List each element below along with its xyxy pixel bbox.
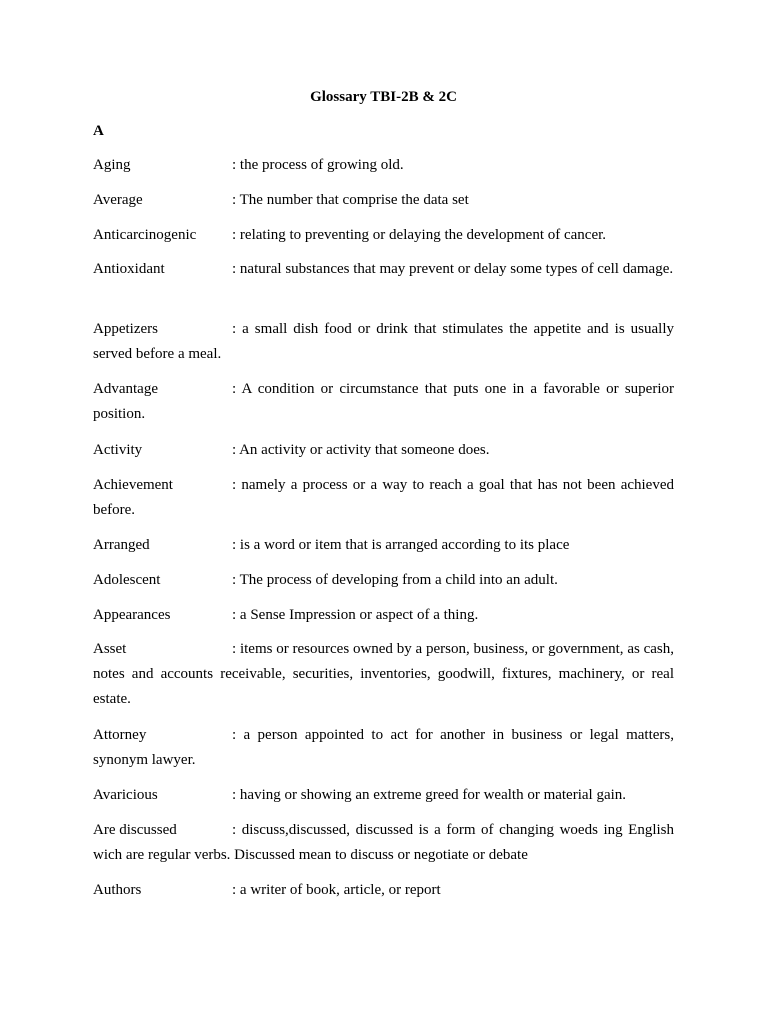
glossary-entry-asset bbox=[93, 637, 674, 712]
glossary-entry-antioxidant bbox=[93, 257, 674, 282]
entry-term: Asset bbox=[93, 641, 127, 657]
entry-term: Antioxidant bbox=[93, 261, 165, 277]
entry-term: Adolescent bbox=[93, 572, 161, 588]
entry-definition: : a small dish food or drink that stimulates the appetite and is usually served before a meal. bbox=[93, 321, 674, 362]
section-heading: A bbox=[93, 123, 104, 139]
entry-term: Are discussed bbox=[93, 822, 177, 838]
entry-term: Avaricious bbox=[93, 787, 158, 803]
entry-definition: : a person appointed to act for another in business or legal matters, synonym lawyer. bbox=[93, 727, 674, 768]
glossary-entry-achievement bbox=[93, 473, 674, 523]
entry-definition: : A condition or circumstance that puts one in a favorable or superior position. bbox=[93, 381, 674, 422]
entry-definition: : items or resources owned by a person, business, or government, as cash, notes and accounts receivable, securities, inventories, goodwill, fixtures, machinery, or real estate. bbox=[93, 641, 674, 707]
page-title: Glossary TBI-2B & 2C bbox=[310, 89, 457, 105]
entry-definition: : having or showing an extreme greed for wealth or material gain. bbox=[232, 787, 627, 803]
entry-term: Achievement bbox=[93, 477, 173, 493]
entry-definition: : namely a process or a way to reach a goal that has not been achieved before. bbox=[93, 477, 674, 518]
glossary-entry-adolescent bbox=[93, 568, 674, 593]
glossary-entry-appetizers bbox=[93, 317, 674, 367]
glossary-entry-activity bbox=[93, 438, 674, 463]
glossary-entry-aging bbox=[93, 153, 674, 178]
entry-definition: : the process of growing old. bbox=[232, 157, 404, 173]
entry-term: Appetizers bbox=[93, 321, 158, 337]
entry-definition: : An activity or activity that someone does. bbox=[232, 442, 490, 458]
entry-definition: : discuss,discussed, discussed is a form of changing woeds ing English wich are regular verbs. Discussed mean to discuss or negotiate or debate bbox=[93, 822, 674, 863]
entry-term: Anticarcinogenic bbox=[93, 227, 197, 243]
entry-definition: : a writer of book, article, or report bbox=[232, 882, 441, 898]
entry-term: Appearances bbox=[93, 607, 171, 623]
entry-term: Advantage bbox=[93, 381, 158, 397]
glossary-entry-attorney bbox=[93, 723, 674, 773]
entry-term: Attorney bbox=[93, 727, 147, 743]
entry-definition: : a Sense Impression or aspect of a thing. bbox=[232, 607, 479, 623]
glossary-entry-avaricious bbox=[93, 783, 674, 808]
glossary-entry-are-discussed bbox=[93, 818, 674, 868]
glossary-entry-anticarcinogenic bbox=[93, 223, 674, 248]
glossary-entry-average bbox=[93, 188, 674, 213]
entry-term: Arranged bbox=[93, 537, 150, 553]
entry-definition: : relating to preventing or delaying the development of cancer. bbox=[232, 227, 607, 243]
entry-term: Authors bbox=[93, 882, 142, 898]
entry-definition: : The number that comprise the data set bbox=[232, 192, 469, 208]
entry-term: Activity bbox=[93, 442, 143, 458]
glossary-entry-advantage bbox=[93, 377, 674, 427]
glossary-entry-appearances bbox=[93, 603, 674, 628]
glossary-entry-arranged bbox=[93, 533, 674, 558]
glossary-entry-authors bbox=[93, 878, 674, 903]
entry-term: Aging bbox=[93, 157, 131, 173]
entry-term: Average bbox=[93, 192, 143, 208]
entry-definition: : natural substances that may prevent or delay some types of cell damage. bbox=[232, 261, 674, 277]
entry-definition: : The process of developing from a child into an adult. bbox=[232, 572, 558, 588]
entry-definition: : is a word or item that is arranged according to its place bbox=[232, 537, 570, 553]
